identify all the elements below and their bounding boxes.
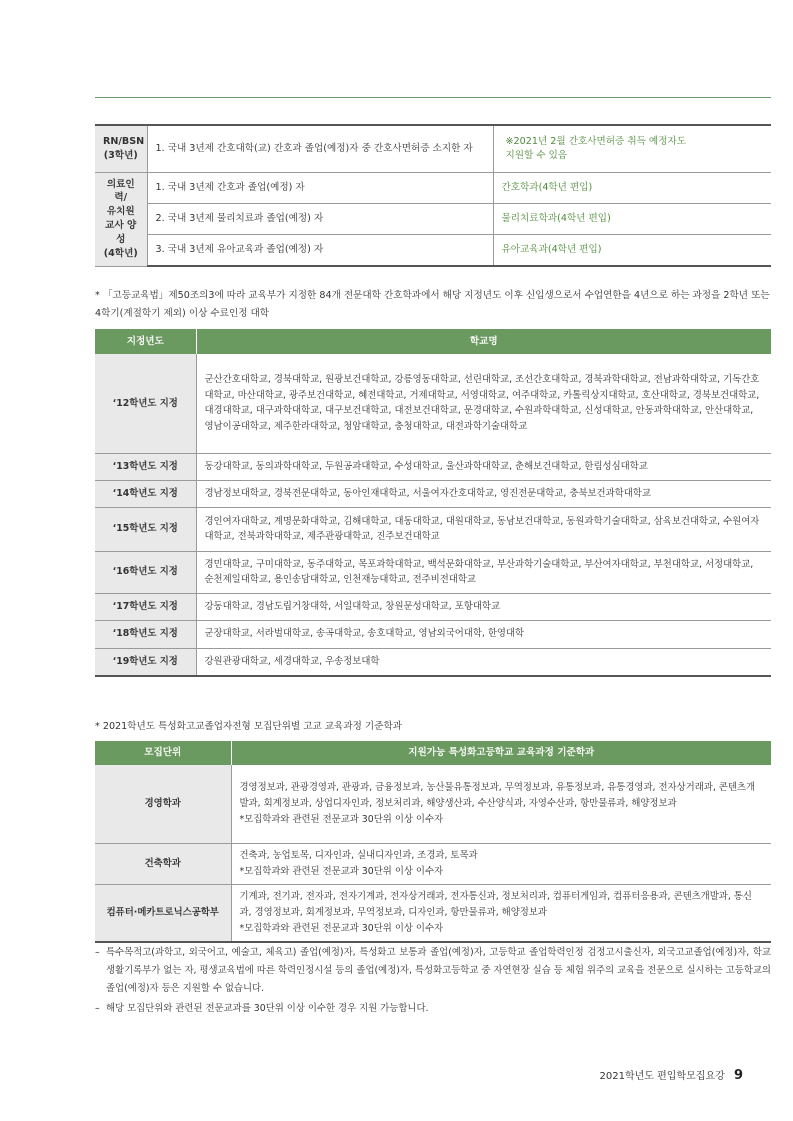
table-row: [95, 507, 771, 551]
column-header: 지정년도: [95, 329, 196, 354]
table-row: [95, 354, 771, 453]
schools-cell: 강원관광대학교, 세경대학교, 우송정보대학: [196, 648, 771, 676]
footer-title: 2021학년도 편입학모집요강: [599, 1071, 725, 1082]
column-header: 모집단위: [95, 741, 231, 765]
schools-cell: 경민대학교, 구미대학교, 동주대학교, 목포과학대학교, 백석문화대학교, 부산과학기술대학교, 부산여자대학교, 부천대학교, 서정대학교, 순천제일대학교, 용인송담대학교, 인천재능대학교, 전주비전대학교: [196, 551, 771, 593]
dash-bullet: –: [95, 1003, 100, 1014]
list-item: [95, 1000, 771, 1018]
rn-bsn-label: RN/BSN (3학년): [95, 125, 147, 173]
table-row: [95, 593, 771, 620]
restriction-notes: [95, 944, 771, 1020]
eligibility-table: [95, 124, 771, 267]
table-header-row: [95, 329, 771, 354]
table-row: [95, 765, 771, 843]
year-cell: ‘19학년도 지정: [95, 648, 196, 676]
requirement-text: *모집학과와 관련된 전문교과 30단위 이상 이수자: [239, 813, 444, 825]
schools-cell: 군장대학교, 서라벌대학교, 송곡대학교, 송호대학교, 영남외국어대학, 한영대학: [196, 620, 771, 648]
year-cell: ‘18학년도 지정: [95, 620, 196, 648]
year-cell: ‘15학년도 지정: [95, 507, 196, 551]
table-row: [95, 453, 771, 480]
schools-cell: 동강대학교, 동의과학대학교, 두원공과대학교, 수성대학교, 울산과학대학교, 춘해보건대학교, 한림성심대학교: [196, 453, 771, 480]
year-cell: ‘16학년도 지정: [95, 551, 196, 593]
department-cell: 유아교육과(4학년 편입): [493, 235, 771, 267]
requirement-cell: 2. 국내 3년제 물리치료과 졸업(예정) 자: [147, 204, 493, 235]
page-number: 9: [733, 1068, 743, 1083]
year-cell: ‘12학년도 지정: [95, 354, 196, 453]
schools-cell: 강동대학교, 경남도립거창대학, 서일대학교, 창원문성대학교, 포항대학교: [196, 593, 771, 620]
table-row: [95, 551, 771, 593]
table-row: [95, 843, 771, 884]
designated-colleges-table: [95, 329, 771, 677]
table-row: [95, 204, 771, 235]
requirement-cell: 3. 국내 3년제 유아교육과 졸업(예정) 자: [147, 235, 493, 267]
departments-text: 경영정보과, 관광경영과, 관광과, 금융정보과, 농산물유통정보과, 무역정보과, 유통정보과, 유통경영과, 전자상거래과, 콘텐츠개발과, 회계정보과, 상업디자인과, 정보처리과, 해양생산과, 수산양식과, 자영수산과, 항만물류과, 해양정보과: [239, 781, 756, 809]
department-cell: 간호학과(4학년 편입): [493, 173, 771, 204]
medical-label: 의료인력/ 유치원 교사 양성 (4학년): [95, 173, 147, 267]
department-cell: 물리치료학과(4학년 편입): [493, 204, 771, 235]
departments-cell: [231, 765, 771, 843]
designated-colleges-note: * 「고등교육법」제50조의3에 따라 교육부가 지정한 84개 전문대학 간호학과에서 해당 지정년도 이후 신입생으로서 수업연한을 4년으로 하는 과정을 2학년 또는 4학기(계절학기 제외) 이상 수료인정 대학: [95, 290, 770, 319]
requirement-cell: 1. 국내 3년제 간호과 졸업(예정) 자: [147, 173, 493, 204]
departments-text: 기계과, 전기과, 전자과, 전자기계과, 전자상거래과, 전자통신과, 정보처리과, 컴퓨터게임과, 컴퓨터응용과, 콘텐츠개발과, 통신과, 경영정보과, 회계정보과, 무역정보과, 디자인과, 항만물류과, 해양정보과: [239, 890, 752, 918]
rn-note: ※2021년 2월 간호사면허증 취득 예정자도 지원할 수 있음: [493, 125, 771, 173]
header-rule: [95, 97, 771, 98]
table-header-row: [95, 741, 771, 765]
requirement-text: *모집학과와 관련된 전문교과 30단위 이상 이수자: [239, 865, 444, 877]
table-row: [95, 125, 771, 173]
vocational-departments-table: [95, 741, 771, 943]
column-header: 학교명: [196, 329, 771, 354]
vocational-note: * 2021학년도 특성화고교졸업자전형 모집단위별 고교 교육과정 기준학과: [95, 721, 403, 732]
table-row: [95, 235, 771, 267]
unit-cell: 건축학과: [95, 843, 231, 884]
schools-cell: 경남정보대학교, 경북전문대학교, 동아인재대학교, 서울여자간호대학교, 영진전문대학교, 충북보건과학대학교: [196, 480, 771, 507]
note-text: 특수목적고(과학고, 외국어고, 예술고, 체육고) 졸업(예정)자, 특성화고 보통과 졸업(예정)자, 고등학교 졸업학력인정 검정고시출신자, 외국고교졸업(예정)자, 학교생활기록부가 없는 자, 평생교육법에 따른 학력인정시설 등의 졸업(예정)자, 특성화고등학교 중 자연현장 실습 등 체험 위주의 교육을 전문으로 실시하는 고등학교의 졸업(예정)자 등은 지원할 수 없습니다.: [106, 947, 771, 994]
table-row: [95, 884, 771, 942]
table-row: [95, 648, 771, 676]
requirement-text: *모집학과와 관련된 전문교과 30단위 이상 이수자: [239, 922, 444, 934]
schools-cell: 경인여자대학교, 계명문화대학교, 김해대학교, 대동대학교, 대원대학교, 동남보건대학교, 동원과학기술대학교, 삼육보건대학교, 수원여자대학교, 전북과학대학교, 제주관광대학교, 진주보건대학교: [196, 507, 771, 551]
schools-cell: 군산간호대학교, 경북대학교, 원광보건대학교, 강릉영동대학교, 선린대학교, 조선간호대학교, 경북과학대학교, 전남과학대학교, 기독간호대학교, 마산대학교, 광주보건대학교, 혜전대학교, 거제대학교, 서영대학교, 여주대학교, 카톨릭상지대학교, 호산대학교, 경북보건대학교, 대경대학교, 대구과학대학교, 대구보건대학교, 대전보건대학교, 문경대학교, 수원과학대학교, 신성대학교, 안동과학대학교, 안산대학교, 영남이공대학교, 제주한라대학교, 청암대학교, 충청대학교, 대전과학기술대학교: [196, 354, 771, 453]
year-cell: ‘13학년도 지정: [95, 453, 196, 480]
unit-cell: 경영학과: [95, 765, 231, 843]
year-cell: ‘17학년도 지정: [95, 593, 196, 620]
unit-cell: 컴퓨터·메카트로닉스공학부: [95, 884, 231, 942]
table-row: [95, 620, 771, 648]
table-row: [95, 480, 771, 507]
table-row: [95, 173, 771, 204]
rn-requirement: 1. 국내 3년제 간호대학(교) 간호과 졸업(예정)자 중 간호사면허증 소지한 자: [147, 125, 493, 173]
departments-cell: [231, 884, 771, 942]
page-footer: [600, 1067, 743, 1086]
dash-bullet: –: [95, 947, 100, 958]
column-header: 지원가능 특성화고등학교 교육과정 기준학과: [231, 741, 771, 765]
departments-cell: [231, 843, 771, 884]
list-item: [95, 944, 771, 998]
note-text: 해당 모집단위와 관련된 전문교과를 30단위 이상 이수한 경우 지원 가능합니다.: [106, 1003, 429, 1014]
departments-text: 건축과, 농업토목, 디자인과, 실내디자인과, 조경과, 토목과: [239, 849, 478, 861]
year-cell: ‘14학년도 지정: [95, 480, 196, 507]
